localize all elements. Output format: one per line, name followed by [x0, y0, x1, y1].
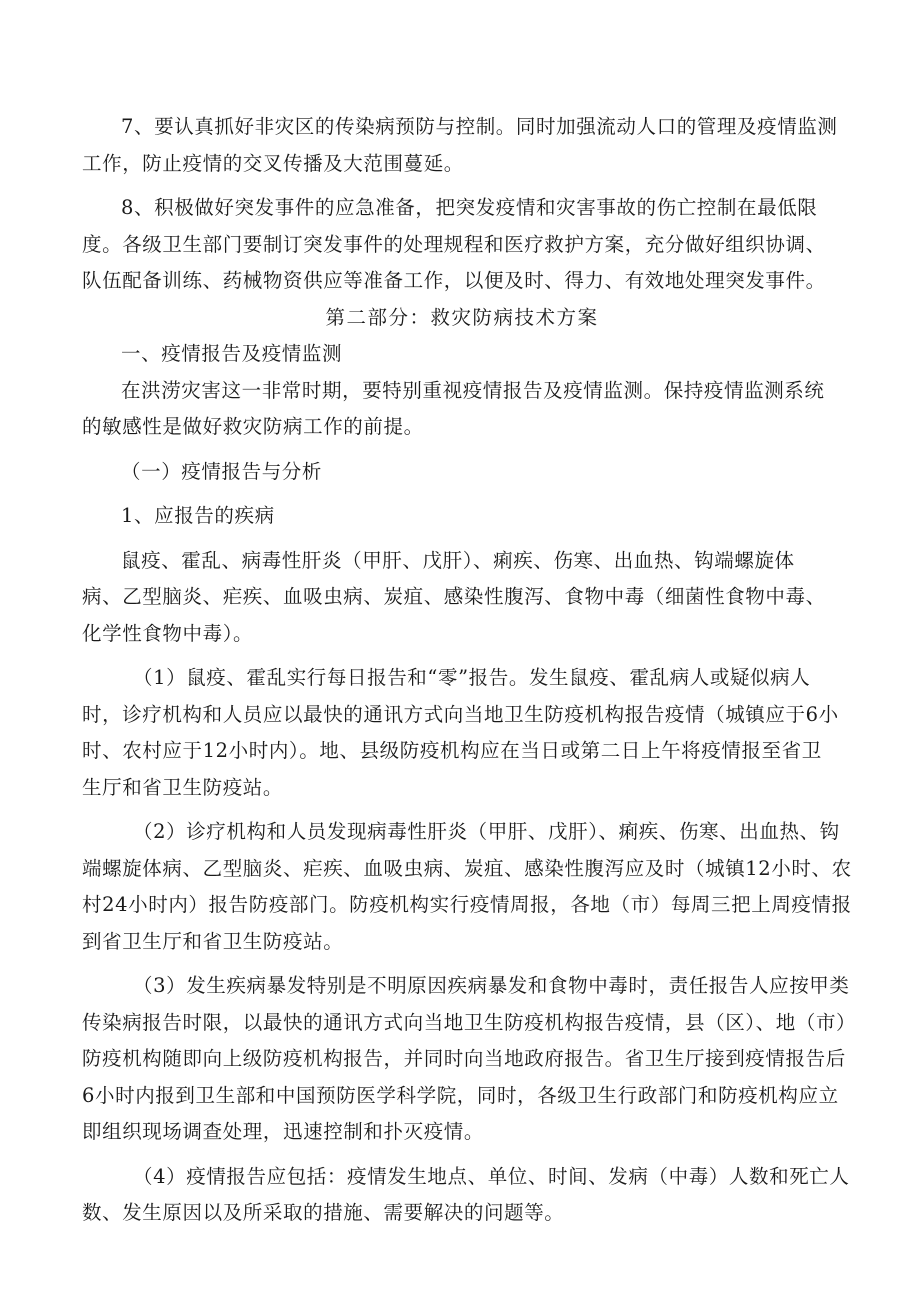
text-line: 8、积极做好突发事件的应急准备，把突发疫情和灾害事故的伤亡控制在最低限 [121, 196, 818, 219]
text-line: 6小时内报到卫生部和中国预防医学科学院，同时，各级卫生行政部门和防疫机构应立 [82, 1083, 839, 1107]
section-title: 第二部分：救灾防病技术方案 [325, 305, 599, 329]
text-line: 度。各级卫生部门要制订突发事件的处理规程和医疗救护方案，充分做好组织协调、 [82, 232, 826, 256]
text-line: 生厅和省卫生防疫站。 [82, 775, 284, 799]
paragraph-item-1 [82, 660, 842, 806]
text-line: 村24小时内）报告防疫部门。防疫机构实行疫情周报，各地（市）每周三把上周疫情报 [82, 893, 852, 916]
text-line: 端螺旋体病、乙型脑炎、疟疾、血吸虫病、炭疽、感染性腹泻应及时（城镇12小时、农 [82, 856, 852, 880]
text-line: （2）诊疗机构和人员发现病毒性肝炎（甲肝、戊肝）、痢疾、伤寒、出血热、钩 [133, 820, 840, 843]
text-line: （4）疫情报告应包括：疫情发生地点、单位、时间、发病（中毒）人数和死亡人 [133, 1164, 850, 1188]
text-line: 病、乙型脑炎、疟疾、血吸虫病、炭疽、感染性腹泻、食物中毒（细菌性食物中毒、 [82, 585, 826, 608]
paragraph-intro [82, 373, 842, 446]
text-line: 防疫机构随即向上级防疫机构报告，并同时向当地政府报告。省卫生厅接到疫情报告后 [82, 1047, 846, 1070]
text-line: 时，诊疗机构和人员应以最快的通讯方式向当地卫生防疫机构报告疫情（城镇应于6小 [82, 702, 839, 726]
text-line: 化学性食物中毒）。 [82, 621, 254, 645]
text-line: 在洪涝灾害这一非常时期，要特别重视疫情报告及疫情监测。保持疫情监测系统 [121, 378, 825, 402]
text-line: （3）发生疾病暴发特别是不明原因疾病暴发和食物中毒时，责任报告人应按甲类 [133, 974, 850, 997]
text-line: 到省卫生厅和省卫生防疫站。 [82, 929, 344, 953]
text-line: 时、农村应于12小时内）。地、县级防疫机构应在当日或第二日上午将疫情报至省卫 [82, 739, 822, 762]
text-line: 队伍配备训练、药械物资供应等准备工作，以便及时、得力、有效地处理突发事件。 [82, 269, 826, 292]
paragraph-disease-list [82, 543, 842, 653]
paragraph-item-8 [82, 190, 842, 300]
text-line: 数、发生原因以及所采取的措施、需要解决的问题等。 [82, 1201, 565, 1224]
text-line: 工作，防止疫情的交叉传播及大范围蔓延。 [82, 151, 464, 175]
text-line: 鼠疫、霍乱、病毒性肝炎（甲肝、戊肝）、痢疾、伤寒、出血热、钩端螺旋体 [121, 548, 795, 572]
paragraph-item-4 [82, 1159, 850, 1232]
text-line: 7、要认真抓好非灾区的传染病预防与控制。同时加强流动人口的管理及疫情监测 [121, 115, 838, 138]
heading-disease-report: 一、疫情报告及疫情监测 [121, 342, 343, 365]
document-page [82, 109, 857, 1232]
paragraph-item-3 [82, 968, 857, 1151]
paragraph-item-2 [82, 814, 852, 960]
text-line: （1）鼠疫、霍乱实行每日报告和“零”报告。发生鼠疫、霍乱病人或疑似病人 [133, 666, 811, 689]
paragraph-item-7 [82, 109, 842, 182]
text-line: 的敏感性是做好救灾防病工作的前提。 [82, 415, 424, 438]
subheading-report-analysis: （一）疫情报告与分析 [121, 459, 323, 483]
subheading-reportable-diseases: 1、应报告的疾病 [121, 504, 275, 527]
text-line: 传染病报告时限，以最快的通讯方式向当地卫生防疫机构报告疫情，县（区）、地（市） [82, 1010, 857, 1034]
text-line: 即组织现场调查处理，迅速控制和扑灭疫情。 [82, 1120, 485, 1143]
